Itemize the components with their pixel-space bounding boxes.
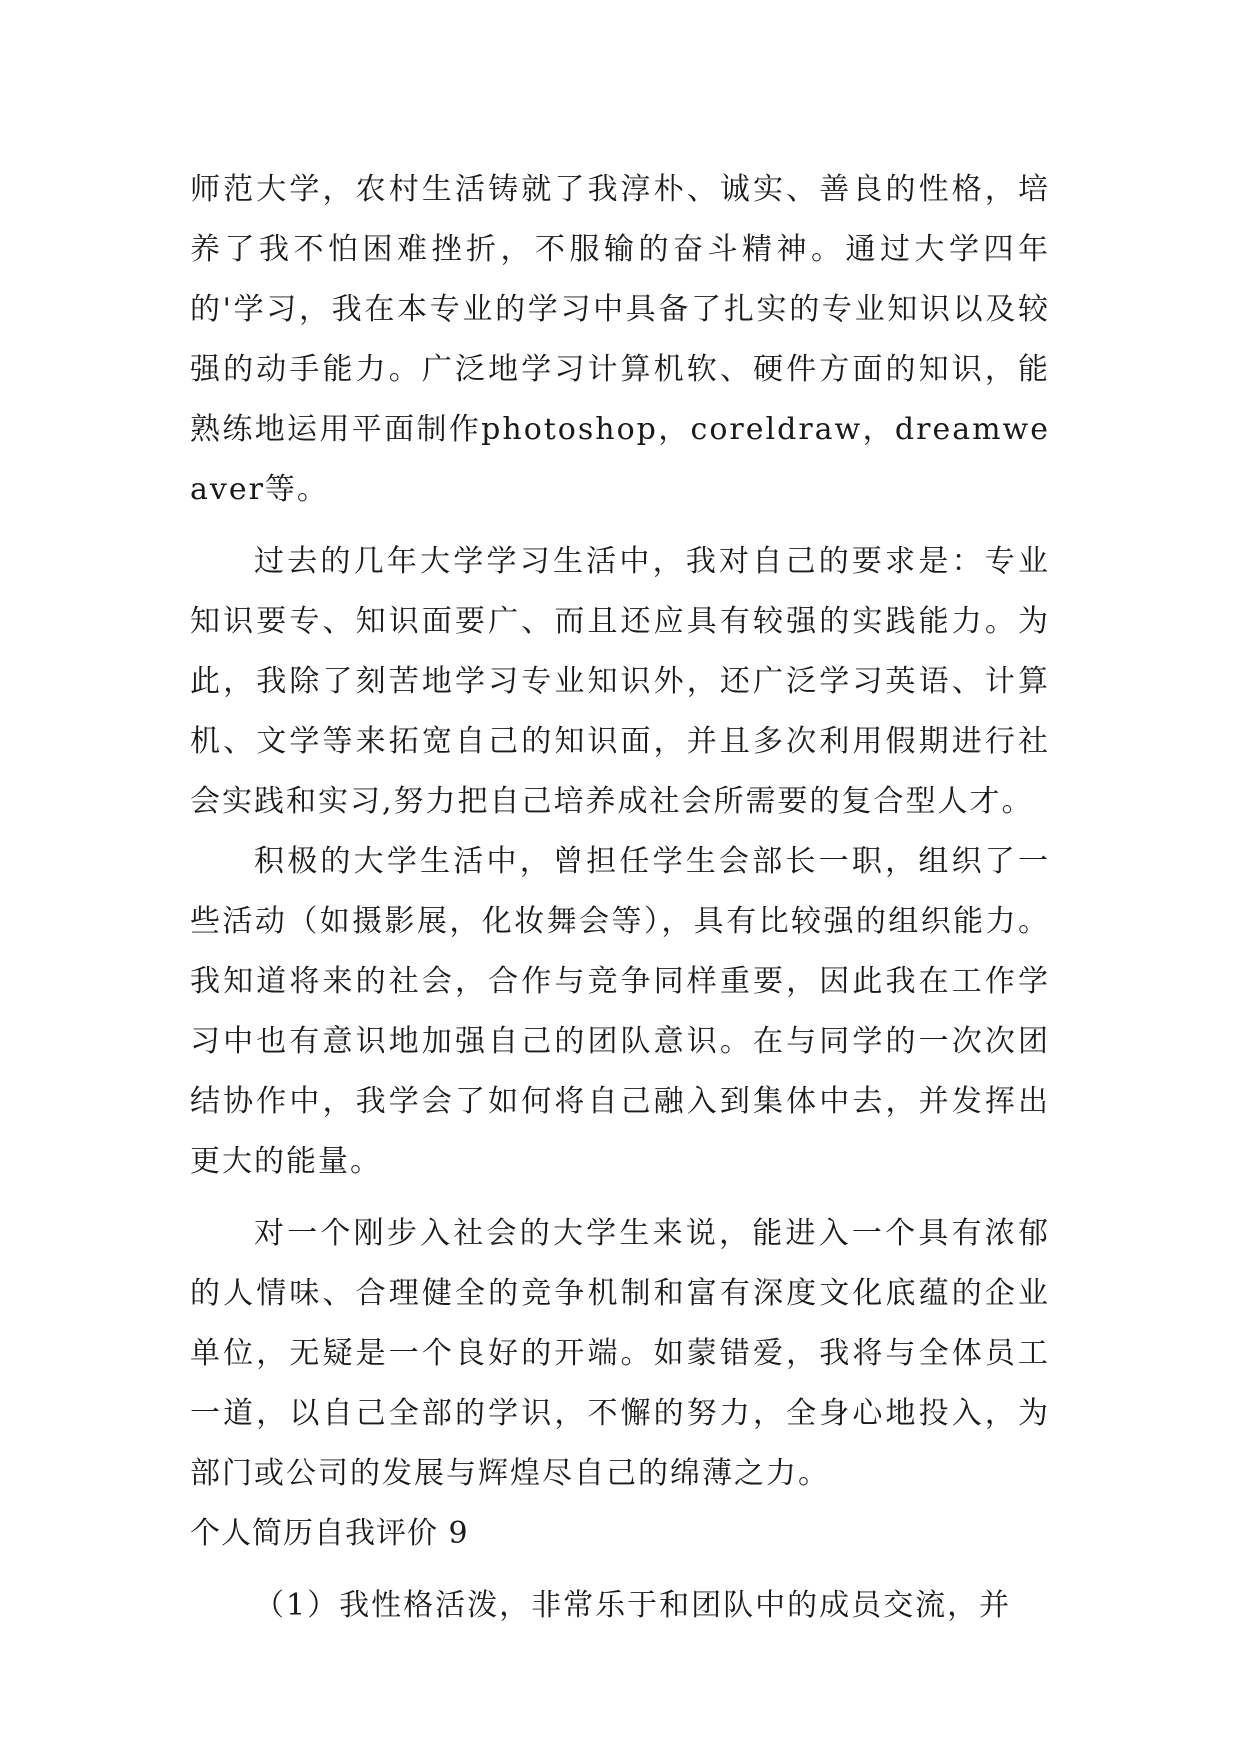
paragraph-4: 对一个刚步入社会的大学生来说，能进入一个具有浓郁的人情味、合理健全的竞争机制和富有深度文化底蕴的企业单位，无疑是一个良好的开端。如蒙错爱，我将与全体员工一道，以自己全部的学识，不懈的努力，全身心地投入，为部门或公司的发展与辉煌尽自己的绵薄之力。 (190, 1216, 1050, 1491)
paragraph-5: （1）我性格活泼，非常乐于和团队中的成员交流，并 (254, 1588, 1012, 1623)
paragraph-3: 积极的大学生活中，曾担任学生会部长一职，组织了一些活动（如摄影展，化妆舞会等），具有比较强的组织能力。我知道将来的社会，合作与竞争同样重要，因此我在工作学习中也有意识地加强自己的团队意识。在与同学的一次次团结协作中，我学会了如何将自己融入到集体中去，并发挥出更大的能量。 (190, 844, 1050, 1179)
document-body (190, 160, 1050, 1636)
section-heading: 个人简历自我评价 9 (190, 1516, 469, 1551)
paragraph-2: 过去的几年大学学习生活中，我对自己的要求是：专业知识要专、知识面要广、而且还应具有较强的实践能力。为此，我除了刻苦地学习专业知识外，还广泛学习英语、计算机、文学等来拓宽自己的知识面，并且多次利用假期进行社会实践和实习,努力把自己培养成社会所需要的复合型人才。 (190, 544, 1050, 819)
paragraph-1: 师范大学，农村生活铸就了我淳朴、诚实、善良的性格，培养了我不怕困难挫折，不服输的奋斗精神。通过大学四年的'学习，我在本专业的学习中具备了扎实的专业知识以及较强的动手能力。广泛地学习计算机软、硬件方面的知识，能熟练地运用平面制作photoshop，coreldraw，dreamweaver等。 (190, 172, 1050, 507)
